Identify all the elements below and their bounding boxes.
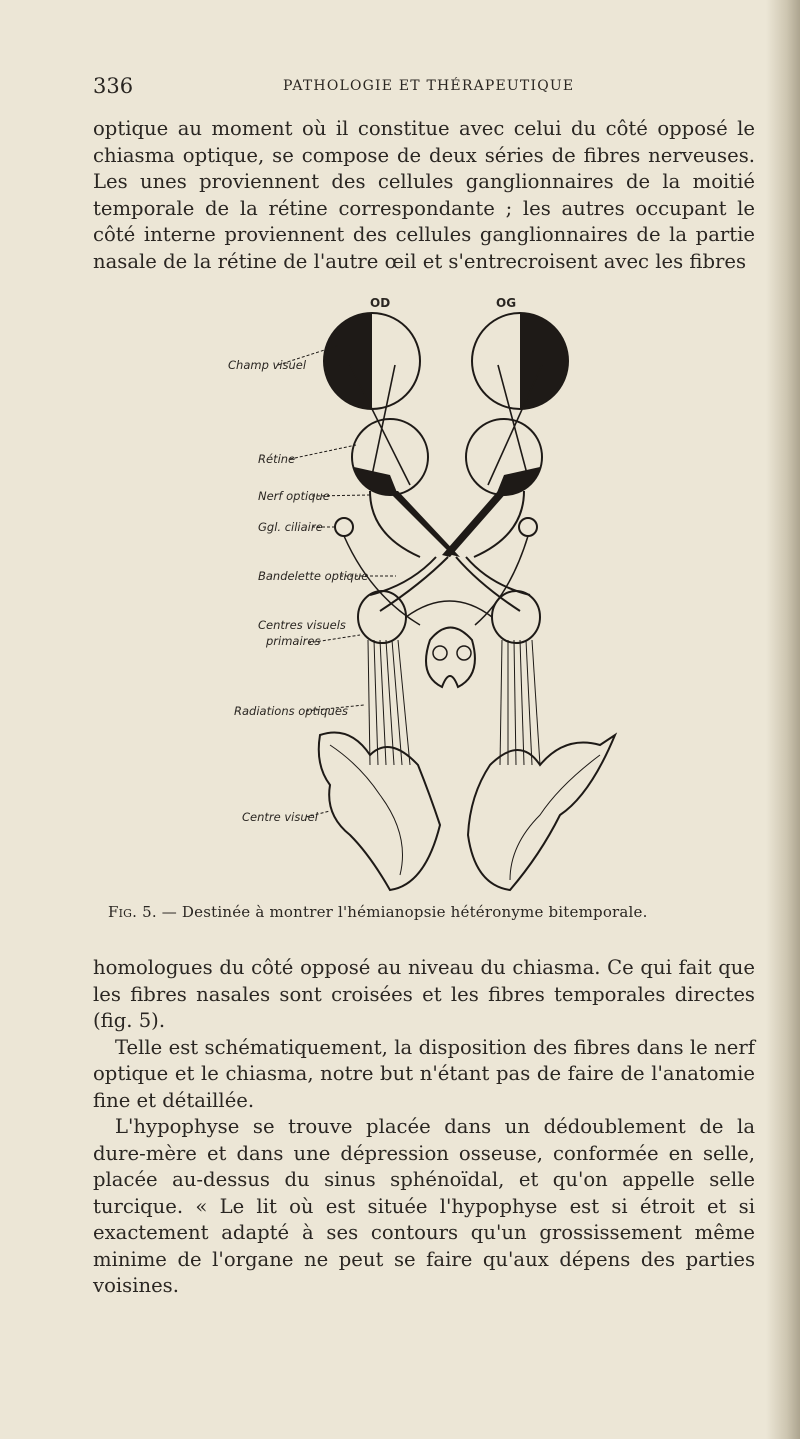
optic-nerves <box>370 491 524 557</box>
label-primaires: primaires <box>266 634 321 648</box>
paragraph-4: L'hypophyse se trouve placée dans un dédoublement de la dure-mère et dans une dépression osseuse, conformée en selle, placée au-dessus du sinus sphénoïdal, et qu'on appelle selle turcique. « Le lit où est située l'hypophyse est si étroit et si exactement adapté à ses contours qu'un grossissement même minime de l'organe ne peut se faire qu'aux dépens des parties voisines. <box>93 1115 755 1297</box>
label-nerf-optique: Nerf optique <box>258 489 330 503</box>
page-header <box>93 74 758 100</box>
label-ggl-ciliaire: Ggl. ciliaire <box>258 520 323 534</box>
label-radiations: Radiations optiques <box>234 704 348 718</box>
label-og: OG <box>496 296 517 310</box>
paragraph-2: homologues du côté opposé au niveau du chiasma. Ce qui fait que les fibres nasales sont croisées et les fibres temporales directes (fig. 5). <box>93 956 755 1032</box>
running-title: PATHOLOGIE ET THÉRAPEUTIQUE <box>283 78 575 94</box>
eyeball-right <box>352 419 428 496</box>
label-bandelette: Bandelette optique <box>258 569 369 583</box>
caption-text: — Destinée à montrer l'hémianopsie hétéronyme bitemporale. <box>161 903 648 921</box>
page-edge-shadow <box>766 0 800 1439</box>
label-centre-visuel: Centre visuel <box>242 810 318 824</box>
visual-field-right <box>324 313 420 409</box>
paragraph-top: optique au moment où il constitue avec celui du côté opposé le chiasma optique, se compose de deux séries de fibres nerveuses. Les unes proviennent des cellules ganglionnaires de la moitié temporale de la rétine correspondante ; les autres occupant le côté interne proviennent des cellules ganglionnaires de la partie nasale de la rétine de l'autre œil et s'entrecroisent avec les fibres <box>93 117 755 273</box>
optic-radiations <box>368 640 540 765</box>
page-number: 336 <box>93 74 134 98</box>
label-retine: Rétine <box>258 452 296 466</box>
figure-caption <box>108 903 748 921</box>
optic-pathway-diagram <box>220 295 620 895</box>
eyeball-left <box>466 419 542 496</box>
figure-optic-pathway <box>220 295 620 895</box>
ciliary-ganglion-left <box>519 518 537 536</box>
optic-tracts <box>370 557 530 611</box>
visual-cortex <box>319 733 615 891</box>
caption-figure-number: Fig. 5. <box>108 903 157 921</box>
paragraph-3: Telle est schématiquement, la disposition des fibres dans le nerf optique et le chiasma, notre but n'étant pas de faire de l'anatomie fine et détaillée. <box>93 1035 755 1112</box>
body-text-bottom <box>93 955 755 1300</box>
visual-field-left <box>472 313 568 409</box>
ciliary-ganglion-right <box>335 518 353 536</box>
light-rays <box>350 365 542 485</box>
label-od: OD <box>370 296 391 310</box>
label-centres-visuels: Centres visuels <box>258 618 346 632</box>
label-champ-visuel: Champ visuel <box>228 358 307 372</box>
